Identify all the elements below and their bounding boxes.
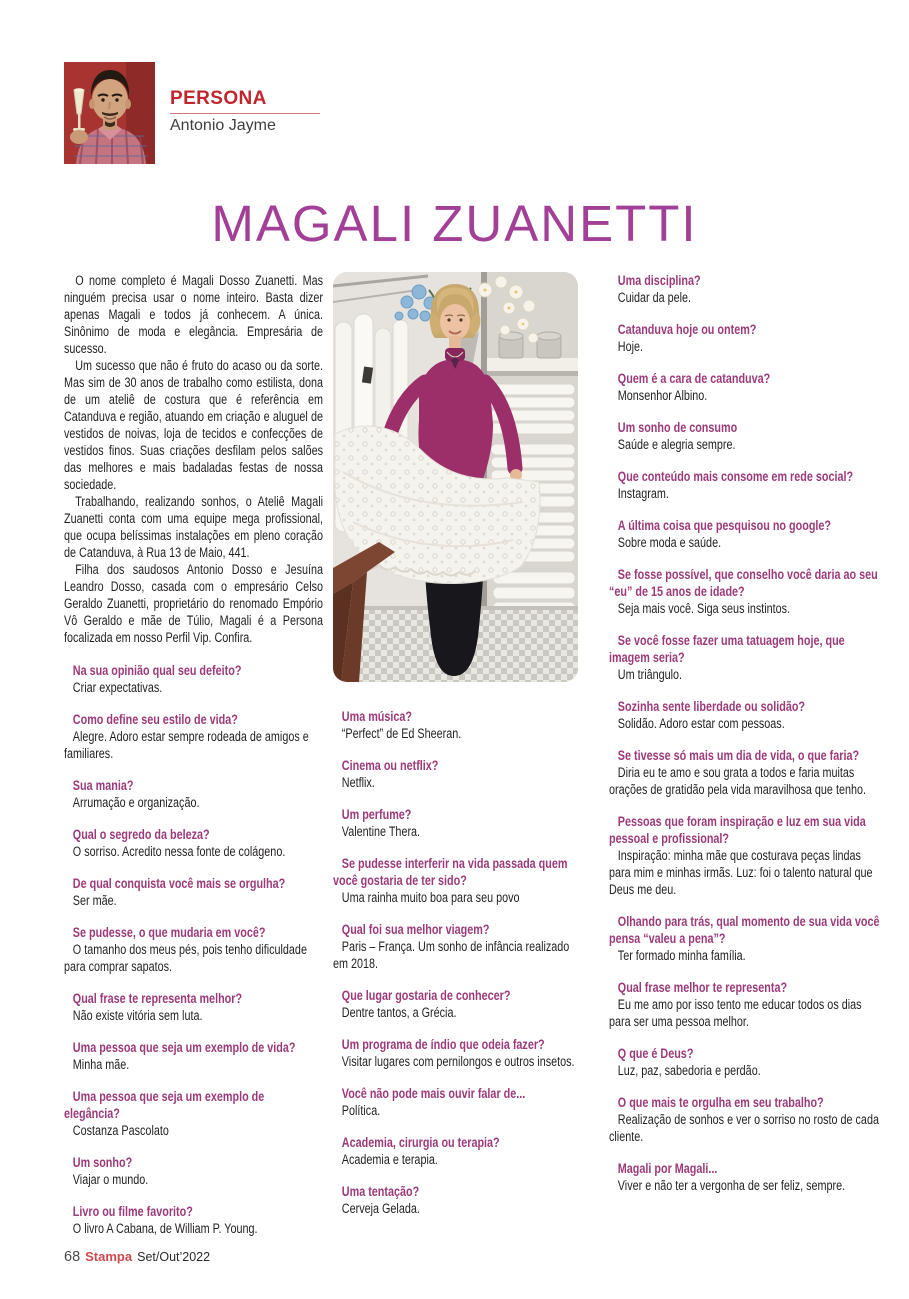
question: Olhando para trás, qual momento de sua vida você pensa “valeu a pena”? [609,914,880,946]
answer: Criar expectativas. [72,680,163,695]
qa-block [333,1085,578,1119]
qa-block [64,826,323,860]
qa-column-middle [333,708,578,1217]
question: Uma pessoa que seja um exemplo de vida? [72,1040,296,1055]
question: Uma disciplina? [617,273,701,288]
qa-column-right [609,272,880,1194]
answer: Dentre tantos, a Grécia. [341,1005,457,1020]
qa-block [64,777,323,811]
answer: Não existe vitória sem luta. [72,1008,203,1023]
qa-block [609,419,880,453]
magali-photo-image [333,272,578,682]
question: Pessoas que foram inspiração e luz em sua vida pessoal e profissional? [609,814,866,846]
answer: Viajar o mundo. [72,1172,149,1187]
qa-block [333,855,578,906]
qa-block [333,921,578,972]
answer: Visitar lugares com pernilongos e outros insetos. [341,1054,575,1069]
question: Que conteúdo mais consome em rede social? [617,469,854,484]
answer: Academia e terapia. [341,1152,438,1167]
question: Uma música? [341,709,413,724]
qa-column-left [64,662,323,1237]
qa-block [609,913,880,964]
answer: Alegre. Adoro estar sempre rodeada de amigos e familiares. [64,729,309,761]
qa-block [609,632,880,683]
question: Um sonho? [72,1155,133,1170]
intro-paragraph: Filha dos saudosos Antonio Dosso e Jesuína Leandro Dosso, casada com o empresário Celso Geraldo Zuanetti, proprietário do renomado Empório Vô Geraldo e mãe de Túlio, Magali é a Persona focalizada em nosso Perfil Vip. Confira. [64,562,323,645]
question: Um sonho de consumo [617,420,738,435]
qa-block [333,806,578,840]
question: De qual conquista você mais se orgulha? [72,876,286,891]
question: Qual o segredo da beleza? [72,827,210,842]
answer: Sobre moda e saúde. [617,535,722,550]
left-column [64,272,323,1252]
qa-block [333,1134,578,1168]
qa-block [64,1203,323,1237]
question: Uma pessoa que seja um exemplo de elegância? [64,1089,265,1121]
qa-block [64,662,323,696]
qa-block [64,1154,323,1188]
answer: Eu me amo por isso tento me educar todos os dias para ser uma pessoa melhor. [609,997,862,1029]
intro-text [64,272,323,646]
question: Se fosse possível, que conselho você daria ao seu “eu” de 15 anos de idade? [609,567,878,599]
answer: Ser mãe. [72,893,117,908]
question: Na sua opinião qual seu defeito? [72,663,242,678]
question: Sua mania? [72,778,134,793]
right-column [609,272,880,1209]
qa-block [609,272,880,306]
qa-block [333,1036,578,1070]
qa-block [609,1094,880,1145]
answer: Monsenhor Albino. [617,388,708,403]
question: Um perfume? [341,807,412,822]
question: Q que é Deus? [617,1046,694,1061]
answer: Arrumação e organização. [72,795,200,810]
intro-paragraph: O nome completo é Magali Dosso Zuanetti. Mas ninguém precisa usar o nome inteiro. Basta dizer apenas Magali e todos já conhecem. A única. Sinônimo de moda e elegância. Empresária de sucesso. [64,273,323,356]
qa-block [64,924,323,975]
page-footer [64,1249,210,1265]
answer: Valentine Thera. [341,824,421,839]
qa-block [609,370,880,404]
answer: Netflix. [341,775,375,790]
issue-date: Set/Out’2022 [137,1250,211,1264]
question: Qual foi sua melhor viagem? [341,922,490,937]
answer: Realização de sonhos e ver o sorriso no rosto de cada cliente. [609,1112,879,1144]
qa-block [64,875,323,909]
answer: Diria eu te amo e sou grata a todos e faria muitas orações de gratidão pela vida maravilhosa que tenho. [609,765,866,797]
masthead-text [170,62,320,164]
author-photo [64,62,155,164]
author-portrait-image [64,62,155,164]
page-number: 68 [64,1249,81,1265]
qa-block [333,1183,578,1217]
question: Como define seu estilo de vida? [72,712,238,727]
qa-block [609,979,880,1030]
question: Se você fosse fazer uma tatuagem hoje, que imagem seria? [609,633,845,665]
answer: Paris – França. Um sonho de infância realizado em 2018. [333,939,570,971]
qa-block [333,987,578,1021]
answer: O tamanho dos meus pés, pois tenho dificuldade para comprar sapatos. [64,942,307,974]
question: Cinema ou netflix? [341,758,439,773]
magazine-logo: Stampa [85,1249,133,1264]
qa-block [609,468,880,502]
answer: Minha mãe. [72,1057,130,1072]
qa-block [64,711,323,762]
qa-block [609,813,880,898]
answer: Saúde e alegria sempre. [617,437,736,452]
question: Se tivesse só mais um dia de vida, o que faria? [617,748,860,763]
answer: Ter formado minha família. [617,948,746,963]
question: Sozinha sente liberdade ou solidão? [617,699,806,714]
answer: Luz, paz, sabedoria e perdão. [617,1063,761,1078]
answer: Cuidar da pele. [617,290,692,305]
qa-block [609,321,880,355]
middle-column [333,272,578,1232]
magali-photo [333,272,578,682]
question: Magali por Magali... [617,1161,718,1176]
question: Se pudesse interferir na vida passada quem você gostaria de ter sido? [333,856,568,888]
answer: Um triângulo. [617,667,683,682]
answer: Solidão. Adoro estar com pessoas. [617,716,785,731]
answer: O sorriso. Acredito nessa fonte de colágeno. [72,844,286,859]
question: Um programa de índio que odeia fazer? [341,1037,545,1052]
answer: Cerveja Gelada. [341,1201,420,1216]
question: Livro ou filme favorito? [72,1204,193,1219]
question: A última coisa que pesquisou no google? [617,518,832,533]
section-divider [170,113,320,114]
answer: Hoje. [617,339,644,354]
question: Catanduva hoje ou ontem? [617,322,757,337]
answer: Costanza Pascolato [72,1123,169,1138]
question: O que mais te orgulha em seu trabalho? [617,1095,824,1110]
qa-block [333,708,578,742]
masthead [64,62,320,164]
qa-block [609,698,880,732]
qa-block [64,1088,323,1139]
answer: Viver e não ter a vergonha de ser feliz, sempre. [617,1178,846,1193]
qa-block [609,1045,880,1079]
qa-block [609,747,880,798]
section-label: PERSONA [170,88,267,109]
answer: “Perfect” de Ed Sheeran. [341,726,462,741]
qa-block [609,1160,880,1194]
author-name: Antonio Jayme [170,117,276,134]
question: Quem é a cara de catanduva? [617,371,771,386]
question: Se pudesse, o que mudaria em você? [72,925,266,940]
qa-block [64,990,323,1024]
intro-paragraph: Um sucesso que não é fruto do acaso ou da sorte. Mas sim de 30 anos de trabalho como estilista, dona de um ateliê de costura que é referência em Catanduva e região, atuando em criação e aluguel de vestidos de noivas, loja de tecidos e confecções de vestidos finos. Suas criações desfilam pelos salões das melhores e mais badaladas festas de nossa sociedade. [64,358,323,492]
answer: Uma rainha muito boa para seu povo [341,890,520,905]
question: Uma tentação? [341,1184,420,1199]
qa-block [609,517,880,551]
answer: Política. [341,1103,381,1118]
answer: O livro A Cabana, de William P. Young. [72,1221,258,1236]
question: Academia, cirurgia ou terapia? [341,1135,500,1150]
answer: Inspiração: minha mãe que costurava peças lindas para mim e minhas irmãs. Luz: foi o talento natural que Deus me deu. [609,848,873,897]
question: Que lugar gostaria de conhecer? [341,988,511,1003]
question: Qual frase te representa melhor? [72,991,243,1006]
question: Você não pode mais ouvir falar de... [341,1086,526,1101]
intro-paragraph: Trabalhando, realizando sonhos, o Ateliê Magali Zuanetti conta com uma equipe mega profissional, que ocupa belíssimas instalações em pleno coração de Catanduva, à Rua 13 de Maio, 441. [64,494,323,560]
page-title: MAGALI ZUANETTI [211,195,698,252]
answer: Seja mais você. Siga seus instintos. [617,601,791,616]
answer: Instagram. [617,486,669,501]
question: Qual frase melhor te representa? [617,980,788,995]
qa-block [333,757,578,791]
qa-block [609,566,880,617]
qa-block [64,1039,323,1073]
